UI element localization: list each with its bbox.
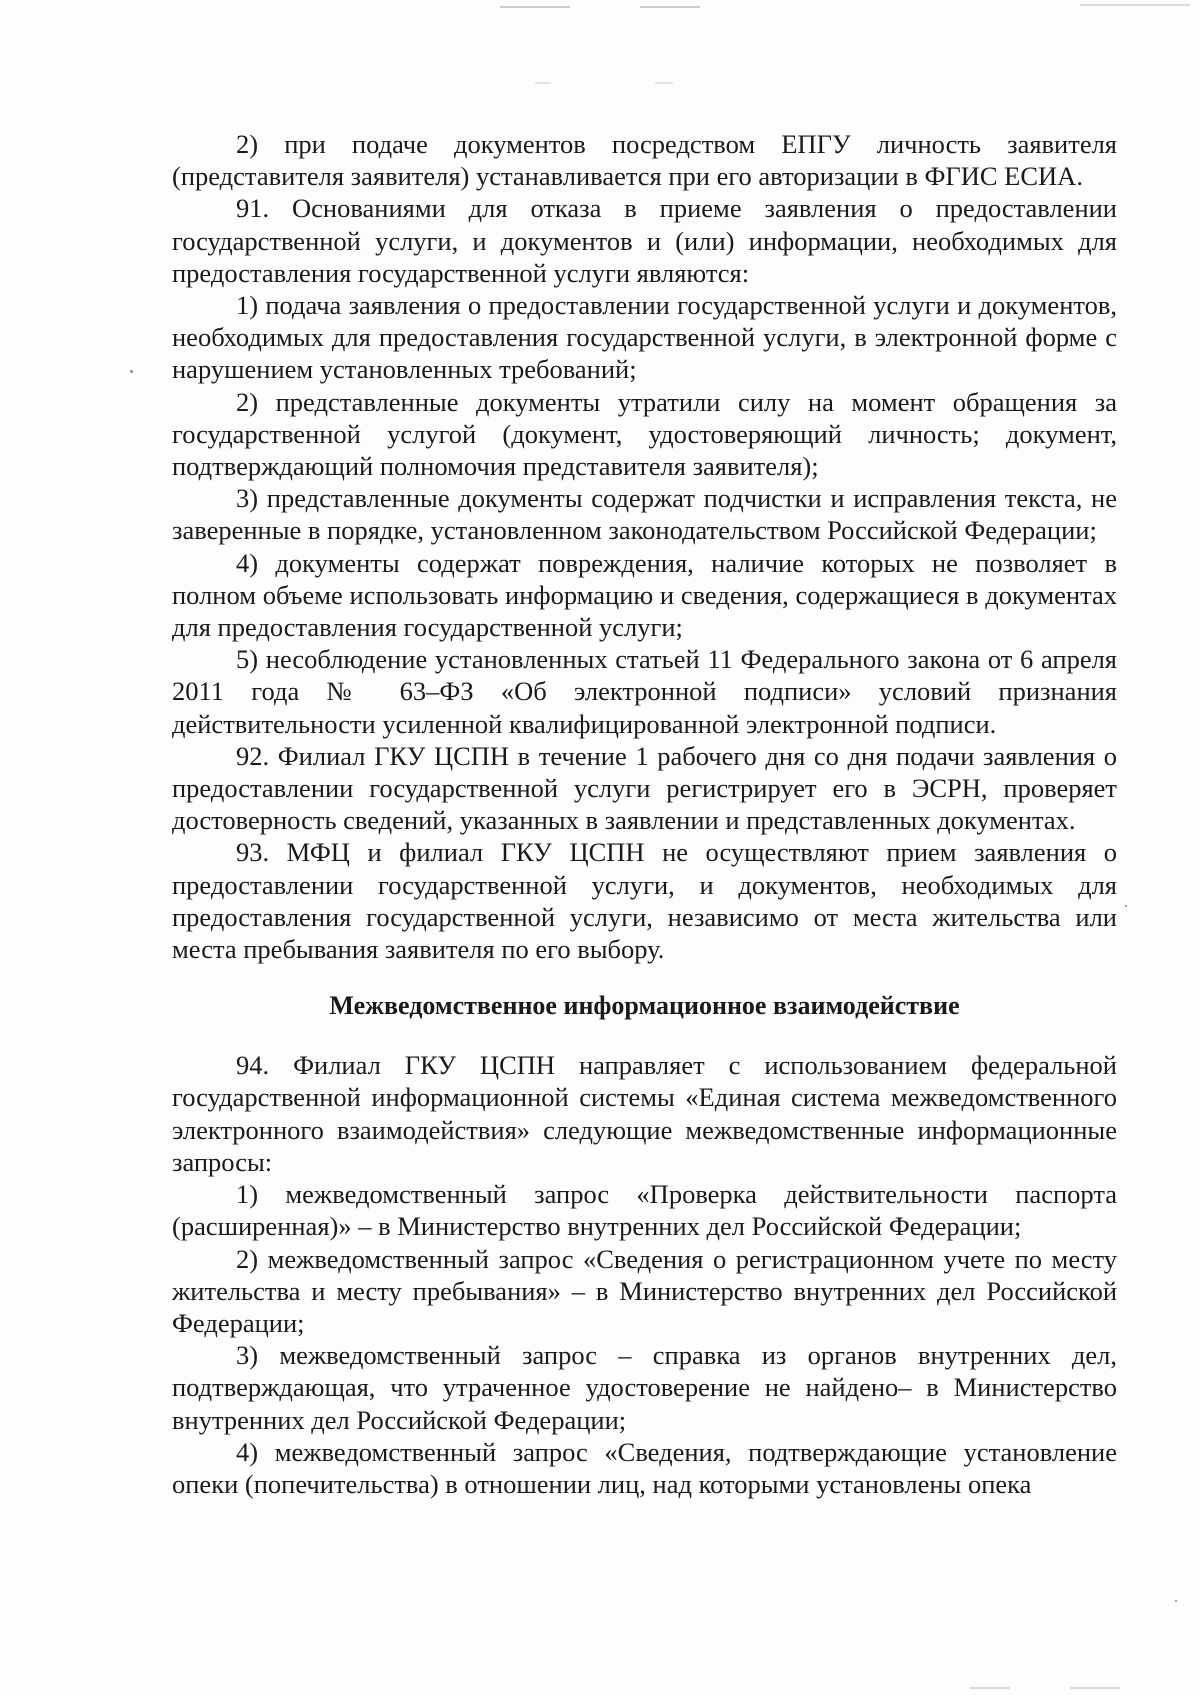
scan-speck bbox=[130, 370, 133, 373]
paragraph: 93. МФЦ и филиал ГКУ ЦСПН не осуществляют прием заявления о предоставлении государственной услуги, и документов, необходимых для предоставления государственной услуги, независимо от места жительства или места пребывания заявителя по его выбору. bbox=[172, 837, 1117, 965]
paragraph: 94. Филиал ГКУ ЦСПН направляет с использованием федеральной государственной информационной системы «Единая система межведомственного электронного взаимодействия» следующие межведомственные информационные запросы: bbox=[172, 1050, 1117, 1177]
scan-artifact bbox=[535, 82, 551, 84]
paragraph: 4) межведомственный запрос «Сведения, подтверждающие установление опеки (попечительства) в отношении лиц, над которыми установлены опека bbox=[172, 1436, 1117, 1499]
paragraph: 91. Основаниями для отказа в приеме заявления о предоставлении государственной услуги, и документов и (или) информации, необходимых для предоставления государственной услуги являются: bbox=[172, 193, 1117, 288]
scan-speck bbox=[1125, 905, 1127, 907]
paragraph: 2) представленные документы утратили силу на момент обращения за государственной услугой (документ, удостоверяющий личность; документ, подтверждающий полномочия представителя заявителя); bbox=[172, 386, 1117, 482]
paragraph: 3) представленные документы содержат подчистки и исправления текста, не заверенные в порядке, установленном законодательством Российской Федерации; bbox=[172, 483, 1117, 546]
section-heading: Межведомственное информационное взаимодействие bbox=[329, 991, 960, 1021]
paragraph: 92. Филиал ГКУ ЦСПН в течение 1 рабочего дня со дня подачи заявления о предоставлении государственной услуги регистрирует его в ЭСРН, проверяет достоверность сведений, указанных в заявлении и представленных документах. bbox=[172, 740, 1117, 836]
scan-artifact bbox=[655, 82, 673, 84]
paragraph: 2) межведомственный запрос «Сведения о регистрационном учете по месту жительства и месту пребывания» – в Министерство внутренних дел Российской Федерации; bbox=[172, 1243, 1117, 1338]
paragraph: 1) подача заявления о предоставлении государственной услуги и документов, необходимых для предоставления государственной услуги, в электронной форме с нарушением установленных требований; bbox=[172, 290, 1117, 385]
paragraph: 4) документы содержат повреждения, наличие которых не позволяет в полном объеме использовать информацию и сведения, содержащиеся в документах для предоставления государственной услуги; bbox=[172, 547, 1117, 643]
scan-artifact bbox=[1070, 1687, 1120, 1689]
scan-artifact bbox=[1080, 4, 1190, 6]
scan-artifact bbox=[970, 1687, 1010, 1689]
paragraph: 1) межведомственный запрос «Проверка действительности паспорта (расширенная)» – в Министерство внутренних дел Российской Федерации; bbox=[172, 1179, 1117, 1242]
document-body bbox=[172, 128, 1117, 1500]
scan-speck bbox=[1175, 1600, 1177, 1602]
paragraph: 2) при подаче документов посредством ЕПГУ личность заявителя (представителя заявителя) устанавливается при его авторизации в ФГИС ЕСИА. bbox=[172, 129, 1117, 192]
paragraph: 3) межведомственный запрос – справка из органов внутренних дел, подтверждающая, что утраченное удостоверение не найдено– в Министерство внутренних дел Российской Федерации; bbox=[172, 1340, 1117, 1435]
scan-artifact bbox=[500, 6, 570, 8]
paragraph: 5) несоблюдение установленных статьей 11 Федерального закона от 6 апреля 2011 года № 63–ФЗ «Об электронной подписи» условий признания действительности усиленной квалифицированной электронной подписи. bbox=[172, 644, 1117, 739]
scan-artifact bbox=[640, 6, 700, 8]
